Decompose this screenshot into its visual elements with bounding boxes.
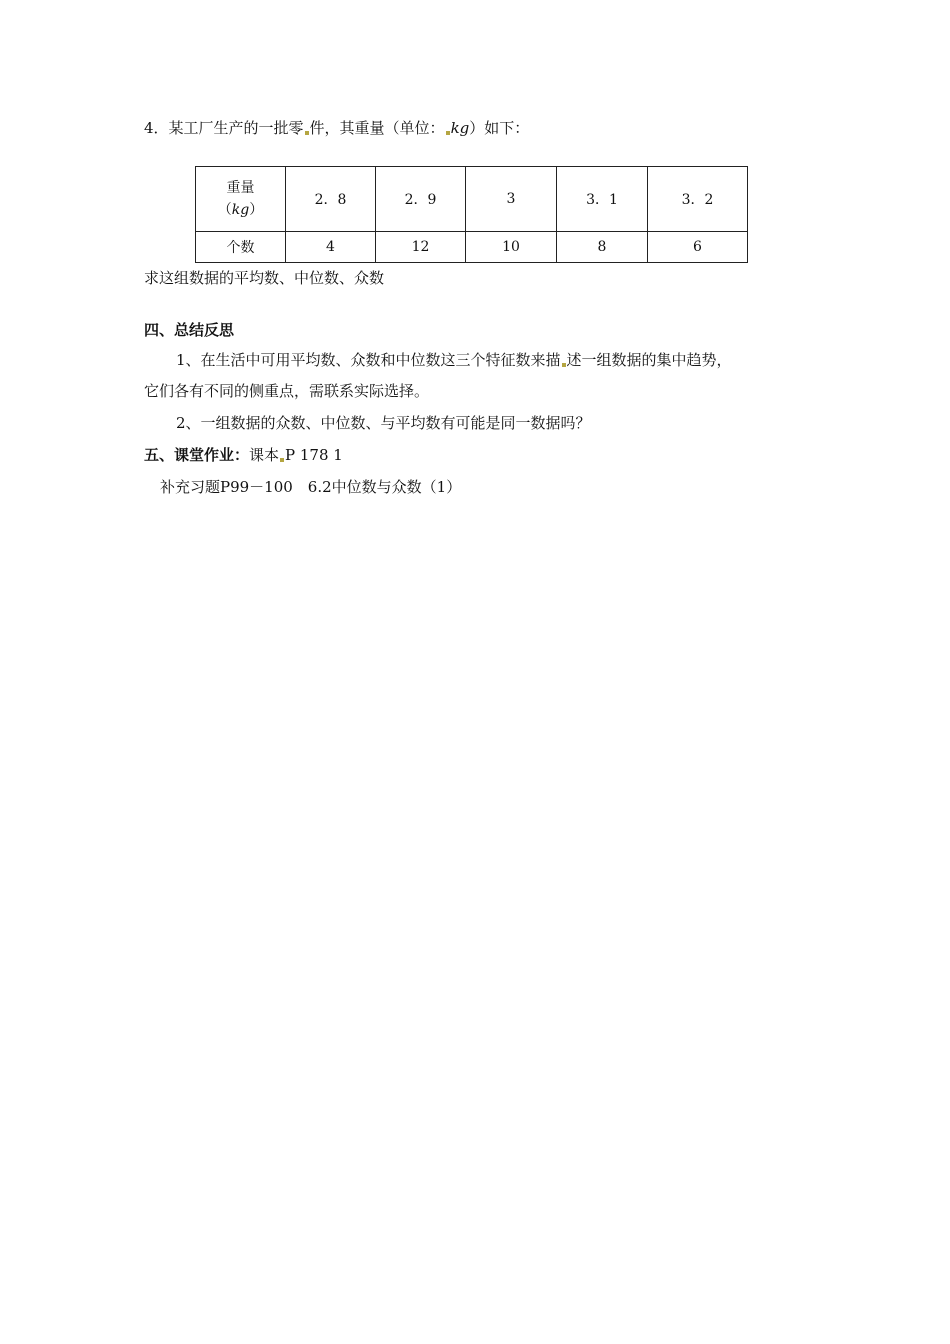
weight-value-cell: 2．8: [286, 167, 376, 232]
weight-unit-label: [196, 199, 285, 221]
question-4-mid: 件，其重量（单位：: [309, 119, 445, 137]
section-5-title: 五、课堂作业：: [144, 446, 250, 464]
count-value-cell: 12: [376, 232, 466, 263]
paragraph-1-part-2: 述一组数据的集中趋势，: [566, 351, 732, 369]
count-label-cell: 个数: [196, 232, 286, 263]
question-4: [144, 118, 529, 138]
question-4-unit: kg: [450, 119, 470, 137]
weight-table: [195, 166, 748, 263]
unit-text: kg: [231, 202, 250, 218]
edit-mark-icon: [562, 363, 566, 367]
section-4-paragraph-2: 2、一组数据的众数、中位数、与平均数有可能是同一数据吗？: [176, 414, 591, 432]
unit-open: （: [217, 202, 232, 218]
table-row: [196, 167, 748, 232]
weight-header-cell: [196, 167, 286, 232]
edit-mark-icon: [446, 131, 450, 135]
section-4-paragraph-1: [176, 350, 732, 370]
unit-close: ）: [249, 202, 264, 218]
weight-label: 重量: [226, 180, 255, 196]
table-row: [196, 232, 748, 263]
section-4-title: 四、总结反思: [144, 321, 235, 339]
count-value-cell: 6: [648, 232, 748, 263]
count-value-cell: 8: [557, 232, 648, 263]
question-4-ask: 求这组数据的平均数、中位数、众数: [144, 269, 385, 287]
count-value-cell: 4: [286, 232, 376, 263]
supplement-exercise: 补充习题P99－100 6.2中位数与众数（1）: [160, 478, 462, 496]
question-4-prefix: 4．某工厂生产的一批零: [144, 119, 304, 137]
paragraph-1-part-1: 1、在生活中可用平均数、众数和中位数这三个特征数来描: [176, 351, 561, 369]
edit-mark-icon: [280, 458, 284, 462]
section-5-text-1: 课本: [249, 446, 280, 464]
section-5-text-2: P 178 1: [285, 446, 343, 464]
edit-mark-icon: [305, 131, 309, 135]
section-4-paragraph-1-continued: 它们各有不同的侧重点，需联系实际选择。: [144, 382, 430, 400]
question-4-suffix: ）如下：: [469, 119, 530, 137]
count-value-cell: 10: [466, 232, 557, 263]
weight-value-cell: 3: [466, 167, 557, 232]
weight-value-cell: 3．1: [557, 167, 648, 232]
weight-value-cell: 3．2: [648, 167, 748, 232]
section-5-line: [144, 445, 343, 465]
weight-value-cell: 2．9: [376, 167, 466, 232]
